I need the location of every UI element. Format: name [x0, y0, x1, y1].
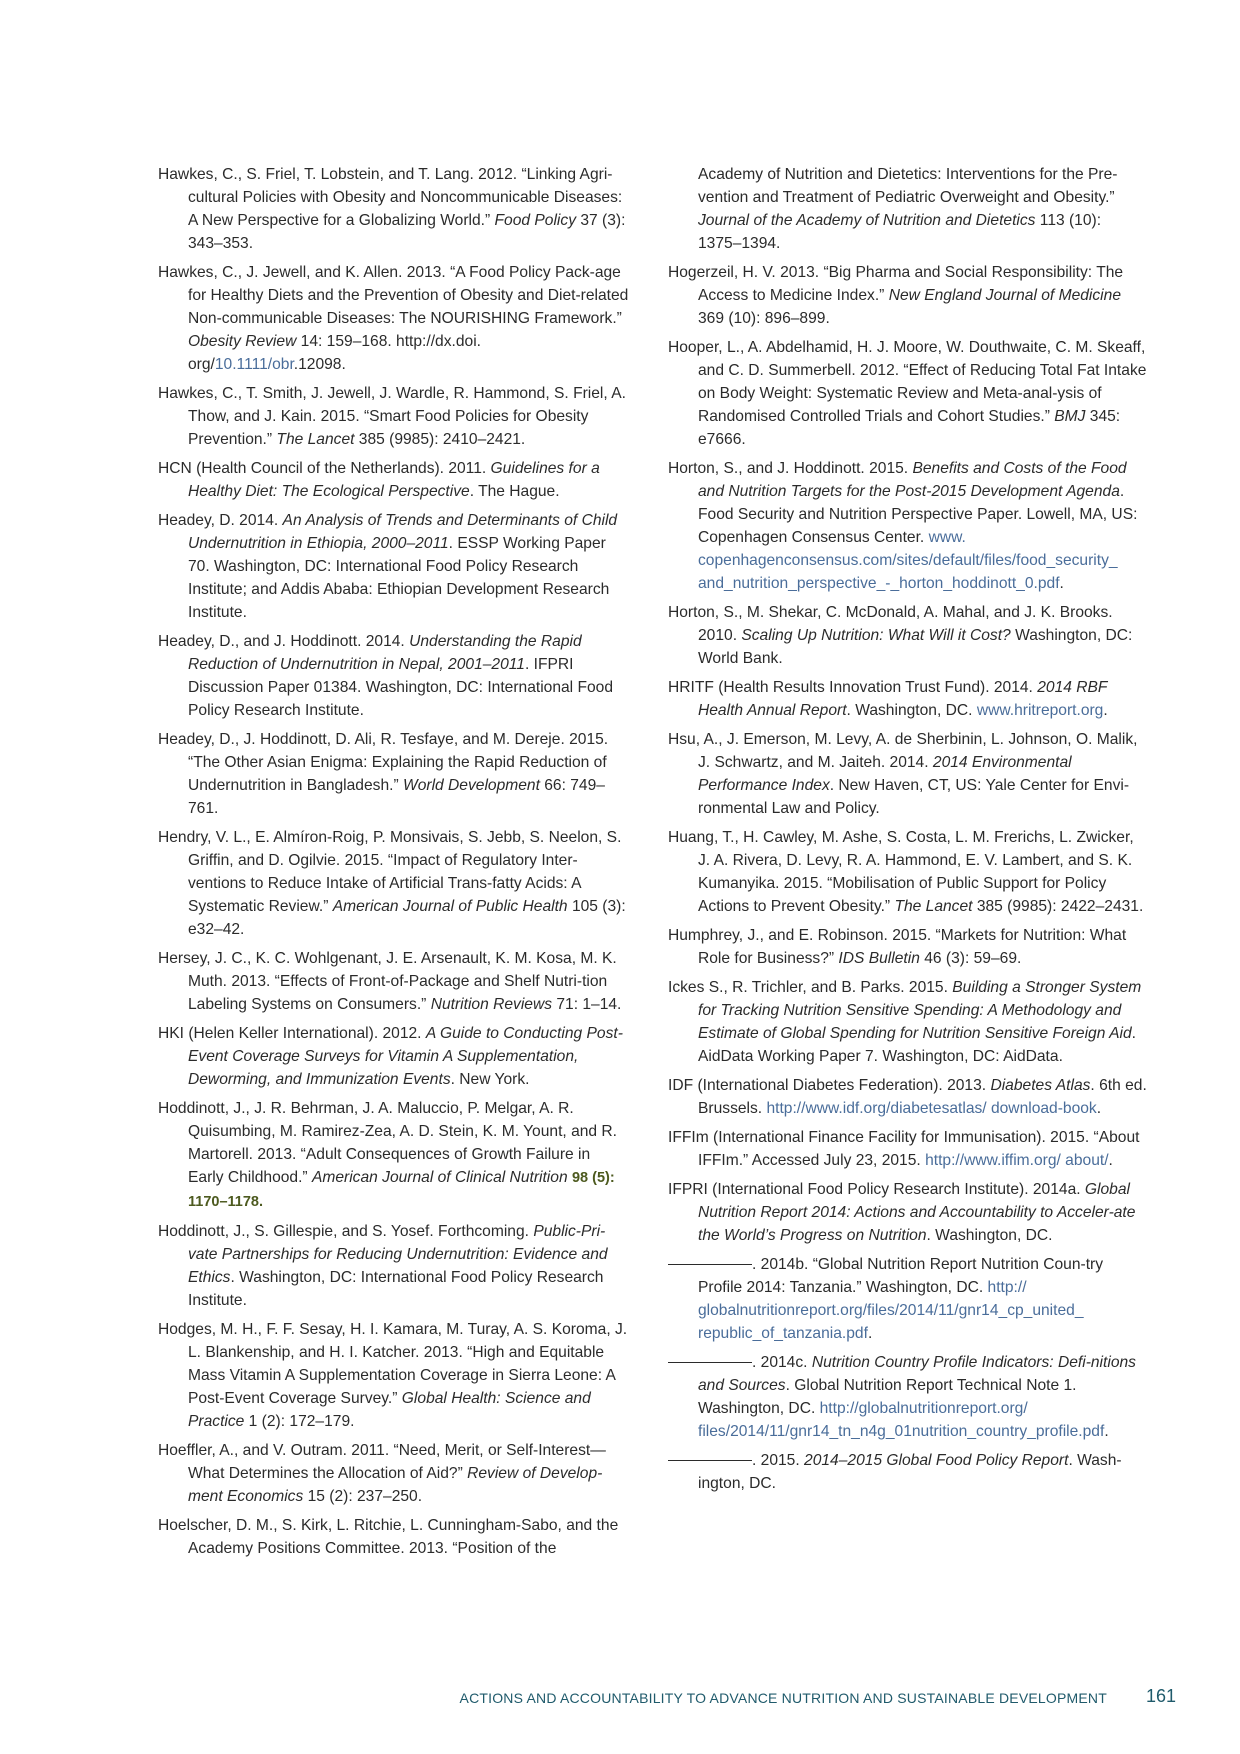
reference-entry — [668, 1253, 1148, 1345]
reference-text: . Food Security and Nutrition Perspective Paper. Lowell, MA, US: Copenhagen Consensus Center. — [698, 483, 1138, 546]
reference-title-italic: Obesity Review — [188, 333, 297, 350]
reference-text: 105 (3): e32–42. — [188, 898, 626, 938]
reference-title-italic: Review of Develop-ment Economics — [188, 1465, 603, 1505]
reference-link[interactable]: 10.1111/obr — [214, 356, 294, 373]
reference-entry — [668, 1351, 1148, 1443]
references-right-column — [668, 163, 1148, 1501]
reference-text: 66: 749–761. — [188, 777, 605, 817]
reference-title-italic: Public-Pri-vate Partnerships for Reducing Undernutrition: Evidence and Ethics — [188, 1223, 608, 1286]
reference-text: Headey, D. 2014. — [158, 512, 283, 529]
reference-text: . 2015. — [752, 1452, 805, 1469]
reference-title-italic: An Analysis of Trends and Determinants of Child Undernutrition in Ethiopia, 2000–2011 — [188, 512, 618, 552]
reference-entry — [668, 163, 1148, 255]
reference-title-italic: Understanding the Rapid Reduction of Undernutrition in Nepal, 2001–2011 — [188, 633, 582, 673]
reference-text: . IFPRI Discussion Paper 01384. Washington, DC: International Food Policy Research Institute. — [188, 656, 614, 719]
reference-title-italic: Global Health: Science and Practice — [188, 1390, 591, 1430]
reference-title-italic: 2014 RBF Health Annual Report — [698, 679, 1108, 719]
reference-text: Hoeffler, A., and V. Outram. 2011. “Need, Merit, or Self-Interest—What Determines the Allocation of Aid?” — [158, 1442, 606, 1482]
reference-entry — [668, 457, 1148, 595]
reference-title-italic: Guidelines for a Healthy Diet: The Ecological Perspective — [188, 460, 600, 500]
reference-title-italic: Nutrition Country Profile Indicators: Defi-nitions and Sources — [698, 1354, 1136, 1394]
reference-text: Hoddinott, J., S. Gillespie, and S. Yosef. Forthcoming. — [158, 1223, 534, 1240]
reference-title-italic: Scaling Up Nutrition: What Will it Cost? — [741, 627, 1011, 644]
reference-entry — [668, 826, 1148, 918]
reference-text: . — [1059, 575, 1064, 592]
reference-title-italic: Benefits and Costs of the Food and Nutrition Targets for the Post-2015 Development Agenda — [698, 460, 1127, 500]
reference-text: . — [1103, 702, 1108, 719]
reference-text: . 6th ed. Brussels. — [698, 1077, 1147, 1117]
reference-text: HCN (Health Council of the Netherlands). 2011. — [158, 460, 491, 477]
reference-entry — [158, 1514, 630, 1560]
reference-title-italic: Diabetes Atlas — [990, 1077, 1091, 1094]
reference-text: Hodges, M. H., F. F. Sesay, H. I. Kamara, M. Turay, A. S. Koroma, J. L. Blankenship, and H. I. Katcher. 2013. “High and Equitable Mass Vitamin A Supplementation Coverage in Sierra Leone: A Post-Event Coverage Survey.” — [158, 1321, 628, 1407]
reference-text: Hogerzeil, H. V. 2013. “Big Pharma and Social Responsibility: The Access to Medicine Index.” — [668, 264, 1124, 304]
reference-text: . Washington, DC: International Food Policy Research Institute. — [188, 1269, 604, 1309]
reference-text: Academy of Nutrition and Dietetics: Interventions for the Pre-vention and Treatment of Pediatric Overweight and Obesity.” — [698, 166, 1118, 206]
reference-text: Horton, S., M. Shekar, C. McDonald, A. Mahal, and J. K. Brooks. 2010. — [668, 604, 1113, 644]
reference-text: Hawkes, C., J. Jewell, and K. Allen. 2013. “A Food Policy Pack-age for Healthy Diets and the Prevention of Obesity and Diet-related Non-communicable Diseases: The NOURISHING Framework.” — [158, 264, 629, 327]
reference-entry — [158, 1097, 630, 1214]
reference-text: IFFIm (International Finance Facility for Immunisation). 2015. “About IFFIm.” Accessed July 23, 2015. — [668, 1129, 1140, 1169]
reference-text: Huang, T., H. Cawley, M. Ashe, S. Costa, L. M. Frerichs, L. Zwicker, J. A. Rivera, D. Levy, R. A. Hammond, E. V. Lambert, and S. K. Kumanyika. 2015. “Mobilisation of Public Support for Policy Actions to Prevent Obesity.” — [668, 829, 1134, 915]
reference-entry — [668, 924, 1148, 970]
reference-text: . The Hague. — [469, 483, 560, 500]
reference-entry — [668, 1178, 1148, 1247]
reference-entry — [158, 1318, 630, 1433]
reference-entry — [158, 382, 630, 451]
reference-title-italic: Global Nutrition Report 2014: Actions and Accountability to Acceler-ate the World’s Progress on Nutrition — [698, 1181, 1136, 1244]
reference-text: . — [1104, 1423, 1109, 1440]
reference-title-italic: American Journal of Public Health — [332, 898, 568, 915]
repeat-author-dash — [668, 1264, 752, 1265]
reference-text: . AidData Working Paper 7. Washington, DC: AidData. — [698, 1025, 1137, 1065]
reference-entry — [158, 947, 630, 1016]
reference-title-italic: Building a Stronger System for Tracking Nutrition Sensitive Spending: A Methodology and Estimate of Global Spending for Nutrition Sensitive Foreign Aid — [698, 979, 1142, 1042]
reference-title-italic: 2014 Environmental Performance Index — [698, 754, 1072, 794]
reference-text: Hawkes, C., S. Friel, T. Lobstein, and T. Lang. 2012. “Linking Agri-cultural Policies with Obesity and Noncommunicable Diseases: A New Perspective for a Globalizing World.” — [158, 166, 623, 229]
reference-entry — [158, 163, 630, 255]
reference-title-italic: Food Policy — [494, 212, 576, 229]
reference-title-italic: The Lancet — [894, 898, 973, 915]
reference-entry — [668, 1449, 1148, 1495]
reference-text: Hersey, J. C., K. C. Wohlgenant, J. E. Arsenault, K. M. Kosa, M. K. Muth. 2013. “Effects of Front-of-Package and Shelf Nutri-tion Labeling Systems on Consumers.” — [158, 950, 617, 1013]
reference-text: Hooper, L., A. Abdelhamid, H. J. Moore, W. Douthwaite, C. M. Skeaff, and C. D. Summerbell. 2012. “Effect of Reducing Total Fat Intake on Body Weight: Systematic Review and Meta-anal-ysis of Randomised Controlled Trials and Cohort Studies.” — [668, 339, 1147, 425]
reference-text: 14: 159–168. http://dx.doi. org/ — [188, 333, 481, 373]
reference-entry — [668, 336, 1148, 451]
reference-title-italic: Journal of the Academy of Nutrition and Dietetics — [698, 212, 1036, 229]
reference-text: Hendry, V. L., E. Almíron-Roig, P. Monsivais, S. Jebb, S. Neelon, S. Griffin, and D. Ogilvie. 2015. “Impact of Regulatory Inter-ventions to Reduce Intake of Artificial Trans-fatty Acids: A Systematic Review.” — [158, 829, 622, 915]
reference-entry — [668, 676, 1148, 722]
reference-text: HKI (Helen Keller International). 2012. — [158, 1025, 426, 1042]
reference-entry — [158, 1022, 630, 1091]
reference-text: IFPRI (International Food Policy Research Institute). 2014a. — [668, 1181, 1085, 1198]
reference-link[interactable]: http:// globalnutritionreport.org/files/2014/11/gnr14_cp_united_ republic_of_tanzania.pdf — [698, 1279, 1084, 1342]
reference-text: Headey, D., J. Hoddinott, D. Ali, R. Tesfaye, and M. Dereje. 2015. “The Other Asian Enigma: Explaining the Rapid Reduction of Undernutrition in Bangladesh.” — [158, 731, 609, 794]
reference-text: . Global Nutrition Report Technical Note 1. Washington, DC. — [698, 1377, 1077, 1417]
reference-entry — [158, 728, 630, 820]
reference-link[interactable]: www.hritreport.org — [976, 702, 1104, 719]
reference-title-italic: 2014–2015 Global Food Policy Report — [804, 1452, 1069, 1469]
reference-title-italic: New England Journal of Medicine — [888, 287, 1121, 304]
reference-text: . 2014b. “Global Nutrition Report Nutrition Coun-try Profile 2014: Tanzania.” Washington, DC. — [698, 1256, 1104, 1296]
reference-text: 113 (10): 1375–1394. — [698, 212, 1102, 252]
reference-text: Hsu, A., J. Emerson, M. Levy, A. de Sherbinin, L. Johnson, O. Malik, J. Schwartz, and M. Jaiteh. 2014. — [668, 731, 1138, 771]
reference-title-italic: The Lancet — [276, 431, 355, 448]
reference-volume: 98 (5): 1170–1178. — [188, 1170, 615, 1210]
reference-text: . Washington, DC. — [926, 1227, 1053, 1244]
reference-text: Hawkes, C., T. Smith, J. Jewell, J. Wardle, R. Hammond, S. Friel, A. Thow, and J. Kain. 2015. “Smart Food Policies for Obesity Prevention.” — [158, 385, 626, 448]
reference-text: . 2014c. — [752, 1354, 812, 1371]
reference-text: 345: e7666. — [698, 408, 1121, 448]
reference-text: 1 (2): 172–179. — [244, 1413, 355, 1430]
reference-entry — [158, 457, 630, 503]
reference-text: . ESSP Working Paper 70. Washington, DC: International Food Policy Research Institute; and Addis Ababa: Ethiopian Development Research Institute. — [188, 535, 610, 621]
reference-text: 71: 1–14. — [552, 996, 622, 1013]
reference-title-italic: World Development — [402, 777, 540, 794]
reference-entry — [158, 261, 630, 376]
reference-entry — [158, 826, 630, 941]
reference-entry — [668, 976, 1148, 1068]
reference-text: Horton, S., and J. Hoddinott. 2015. — [668, 460, 913, 477]
reference-text: Humphrey, J., and E. Robinson. 2015. “Markets for Nutrition: What Role for Business?” — [668, 927, 1127, 967]
repeat-author-dash — [668, 1362, 752, 1363]
footer-running-title: ACTIONS AND ACCOUNTABILITY TO ADVANCE NUTRITION AND SUSTAINABLE DEVELOPMENT — [459, 1690, 1107, 1706]
reference-text: 37 (3): 343–353. — [188, 212, 626, 252]
page-number: 161 — [1145, 1686, 1176, 1706]
reference-entry — [158, 630, 630, 722]
reference-title-italic: IDS Bulletin — [838, 950, 920, 967]
reference-text: . — [1108, 1152, 1113, 1169]
reference-link[interactable]: http://www.idf.org/diabetesatlas/ download-book — [766, 1100, 1097, 1117]
reference-text: HRITF (Health Results Innovation Trust Fund). 2014. — [668, 679, 1038, 696]
reference-text: . New York. — [450, 1071, 530, 1088]
reference-text: 15 (2): 237–250. — [303, 1488, 423, 1505]
reference-entry — [158, 1220, 630, 1312]
reference-text: . Washington, DC. — [846, 702, 977, 719]
reference-entry — [158, 509, 630, 624]
reference-text: Headey, D., and J. Hoddinott. 2014. — [158, 633, 410, 650]
reference-text: .12098. — [293, 356, 346, 373]
reference-text: 369 (10): 896–899. — [698, 310, 830, 327]
reference-title-italic: Nutrition Reviews — [430, 996, 553, 1013]
repeat-author-dash — [668, 1460, 752, 1461]
reference-text: IDF (International Diabetes Federation). 2013. — [668, 1077, 991, 1094]
references-left-column — [158, 163, 630, 1566]
reference-entry — [668, 728, 1148, 820]
reference-title-italic: BMJ — [1054, 408, 1086, 425]
reference-text: . New Haven, CT, US: Yale Center for Envi-ronmental Law and Policy. — [698, 777, 1130, 817]
reference-text: . Wash-ington, DC. — [698, 1452, 1122, 1492]
reference-text: . — [867, 1325, 873, 1342]
reference-text: Ickes S., R. Trichler, and B. Parks. 2015. — [668, 979, 953, 996]
reference-text: 46 (3): 59–69. — [919, 950, 1022, 967]
reference-text: Hoddinott, J., J. R. Behrman, J. A. Maluccio, P. Melgar, A. R. Quisumbing, M. Ramirez-Zea, A. D. Stein, K. M. Yount, and R. Martorell. 2013. “Adult Consequences of Growth Failure in Early Childhood.” — [158, 1100, 618, 1186]
reference-link[interactable]: www. copenhagenconsensus.com/sites/default/files/food_security_ and_nutrition_perspective_-_horton_hoddinott_0.pdf — [698, 529, 1118, 592]
reference-text: . — [1096, 1100, 1102, 1117]
reference-text: 385 (9985): 2410–2421. — [354, 431, 526, 448]
reference-entry — [668, 601, 1148, 670]
reference-text: Hoelscher, D. M., S. Kirk, L. Ritchie, L. Cunningham-Sabo, and the Academy Positions Committee. 2013. “Position of the — [158, 1517, 619, 1557]
reference-text: 385 (9985): 2422–2431. — [972, 898, 1144, 915]
reference-entry — [668, 1074, 1148, 1120]
reference-entry — [158, 1439, 630, 1508]
reference-text: Washington, DC: World Bank. — [698, 627, 1133, 667]
reference-title-italic: American Journal of Clinical Nutrition — [311, 1169, 568, 1186]
reference-link[interactable]: http://www.iffim.org/ about/ — [925, 1152, 1109, 1169]
reference-link[interactable]: http://globalnutritionreport.org/ files/2014/11/gnr14_tn_n4g_01nutrition_country_profile.pdf — [698, 1400, 1105, 1440]
reference-title-italic: A Guide to Conducting Post-Event Coverage Surveys for Vitamin A Supplementation, Deworming, and Immunization Events — [188, 1025, 623, 1088]
reference-entry — [668, 261, 1148, 330]
reference-entry — [668, 1126, 1148, 1172]
